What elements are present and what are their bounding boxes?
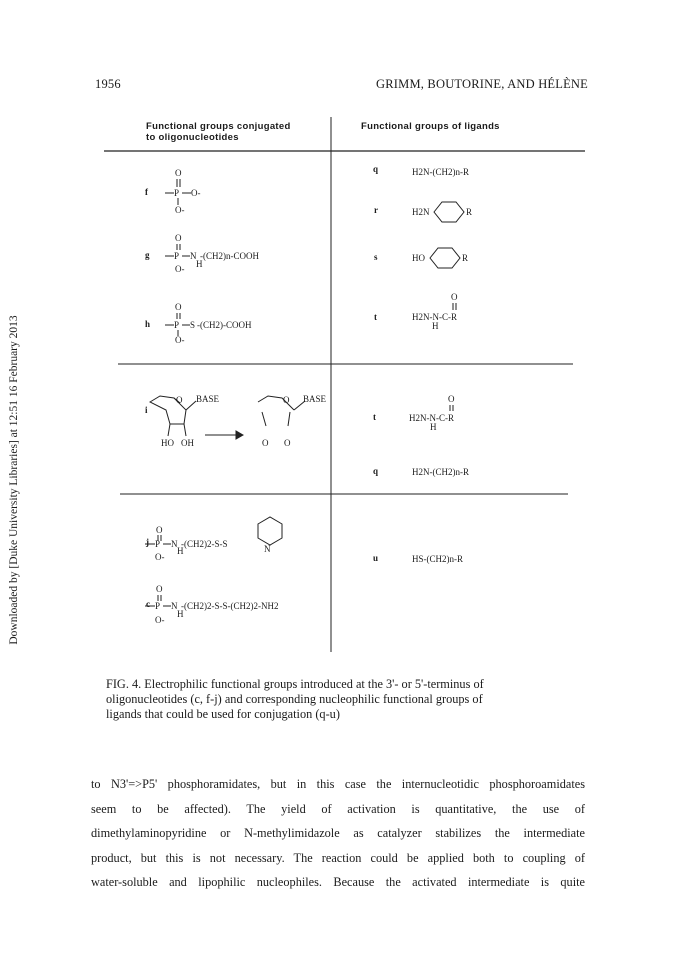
svg-text:N: N xyxy=(171,539,178,549)
caption-line: FIG. 4. Electrophilic functional groups introduced at the 3'- or 5'-terminus of xyxy=(106,677,484,691)
svg-text:H: H xyxy=(196,259,203,269)
caption-line: ligands that could be used for conjugation (q-u) xyxy=(106,707,340,722)
svg-text:O: O xyxy=(451,292,458,302)
svg-text:P: P xyxy=(174,251,180,261)
label-u: u xyxy=(373,553,379,563)
svg-text:P: P xyxy=(155,601,161,611)
svg-text:P: P xyxy=(174,188,180,198)
svg-text:O: O xyxy=(283,395,290,405)
svg-text:P: P xyxy=(174,320,180,330)
page-number: 1956 xyxy=(95,77,121,91)
label-r: r xyxy=(374,205,378,215)
svg-text:N: N xyxy=(171,601,178,611)
label-q-second: q xyxy=(373,466,379,476)
structure-t-second xyxy=(409,394,455,432)
structure-u: HS-(CH2)n-R xyxy=(412,554,463,564)
label-i: i xyxy=(145,405,148,415)
svg-text:H2N-N-C-R: H2N-N-C-R xyxy=(409,413,454,423)
structure-q: H2N-(CH2)n-R xyxy=(412,167,469,177)
svg-text:H: H xyxy=(432,321,439,331)
svg-text:O: O xyxy=(176,395,183,405)
svg-text:P: P xyxy=(155,539,161,549)
svg-text:-(CH2)n-COOH: -(CH2)n-COOH xyxy=(200,251,259,261)
svg-text:N: N xyxy=(190,251,197,261)
svg-text:H2N: H2N xyxy=(412,207,430,217)
left-header-line1: Functional groups conjugated xyxy=(146,121,291,132)
body-line: product, but this is not necessary. The reaction could be applied both to coupling of xyxy=(91,850,585,865)
structure-r xyxy=(412,202,472,222)
svg-text:HO: HO xyxy=(412,253,425,263)
label-g: g xyxy=(145,250,150,260)
structure-q-second: H2N-(CH2)n-R xyxy=(412,467,469,477)
svg-text:O: O xyxy=(262,438,269,448)
svg-text:H: H xyxy=(177,546,184,556)
svg-text:O: O xyxy=(156,584,163,594)
label-t: t xyxy=(374,312,377,322)
structure-g xyxy=(165,233,259,274)
figure-caption xyxy=(106,677,586,723)
label-q: q xyxy=(373,164,379,174)
running-title: GRIMM, BOUTORINE, AND HÉLÈNE xyxy=(376,77,588,91)
svg-text:-(CH2)-COOH: -(CH2)-COOH xyxy=(197,320,252,330)
svg-text:R: R xyxy=(466,207,473,217)
svg-text:O: O xyxy=(175,302,182,312)
svg-text:O-: O- xyxy=(155,552,165,562)
structure-j xyxy=(145,517,282,562)
label-h: h xyxy=(145,319,151,329)
svg-text:R: R xyxy=(462,253,469,263)
right-column-header: Functional groups of ligands xyxy=(361,121,500,132)
body-line: seem to be affected). The yield of activation is quantitative, the use of xyxy=(91,801,585,816)
label-c: c xyxy=(146,599,150,609)
label-t-second: t xyxy=(373,412,376,422)
svg-text:O-: O- xyxy=(175,335,185,345)
svg-text:O-: O- xyxy=(175,264,185,274)
svg-text:O: O xyxy=(448,394,455,404)
download-watermark-text: Downloaded by [Duke University Libraries] at 12:51 16 February 2013 xyxy=(8,315,20,645)
body-line: to N3'=>P5' phosphoramidates, but in this case the internucleotidic phosphoroamidates xyxy=(91,777,585,791)
structure-s xyxy=(412,248,468,268)
svg-text:BASE: BASE xyxy=(196,394,220,404)
svg-text:O: O xyxy=(175,233,182,243)
svg-text:HO: HO xyxy=(161,438,174,448)
body-paragraph xyxy=(91,772,585,895)
svg-text:N: N xyxy=(264,544,271,554)
svg-text:-(CH2)2-S-S: -(CH2)2-S-S xyxy=(181,539,228,549)
svg-text:BASE: BASE xyxy=(303,394,327,404)
svg-text:O-: O- xyxy=(175,205,185,215)
svg-text:H2N-N-C-R: H2N-N-C-R xyxy=(412,312,457,322)
svg-text:O: O xyxy=(156,525,163,535)
label-f: f xyxy=(145,187,148,197)
svg-text:O-: O- xyxy=(191,188,201,198)
svg-text:H: H xyxy=(177,609,184,619)
body-line: water-soluble and lipophilic nucleophiles. Because the activated intermediate is quite xyxy=(91,875,585,890)
body-line: dimethylaminopyridine or N-methylimidazole as catalyzer stabilizes the intermediate xyxy=(91,826,585,841)
svg-text:O-: O- xyxy=(155,615,165,625)
svg-text:OH: OH xyxy=(181,438,194,448)
label-s: s xyxy=(374,252,378,262)
svg-text:-(CH2)2-S-S-(CH2)2-NH2: -(CH2)2-S-S-(CH2)2-NH2 xyxy=(181,601,279,611)
structure-c xyxy=(145,584,279,625)
structure-t xyxy=(412,292,458,331)
svg-text:O: O xyxy=(284,438,291,448)
structure-h xyxy=(165,302,252,345)
structure-f xyxy=(165,168,201,215)
structure-i xyxy=(150,396,305,439)
caption-line: oligonucleotides (c, f-j) and corresponding nucleophilic functional groups of xyxy=(106,692,483,707)
svg-text:H: H xyxy=(430,422,437,432)
left-header-line2: to oligonucleotides xyxy=(146,132,239,143)
svg-text:S: S xyxy=(190,320,196,330)
label-j: j xyxy=(146,537,149,547)
svg-text:O: O xyxy=(175,168,182,178)
